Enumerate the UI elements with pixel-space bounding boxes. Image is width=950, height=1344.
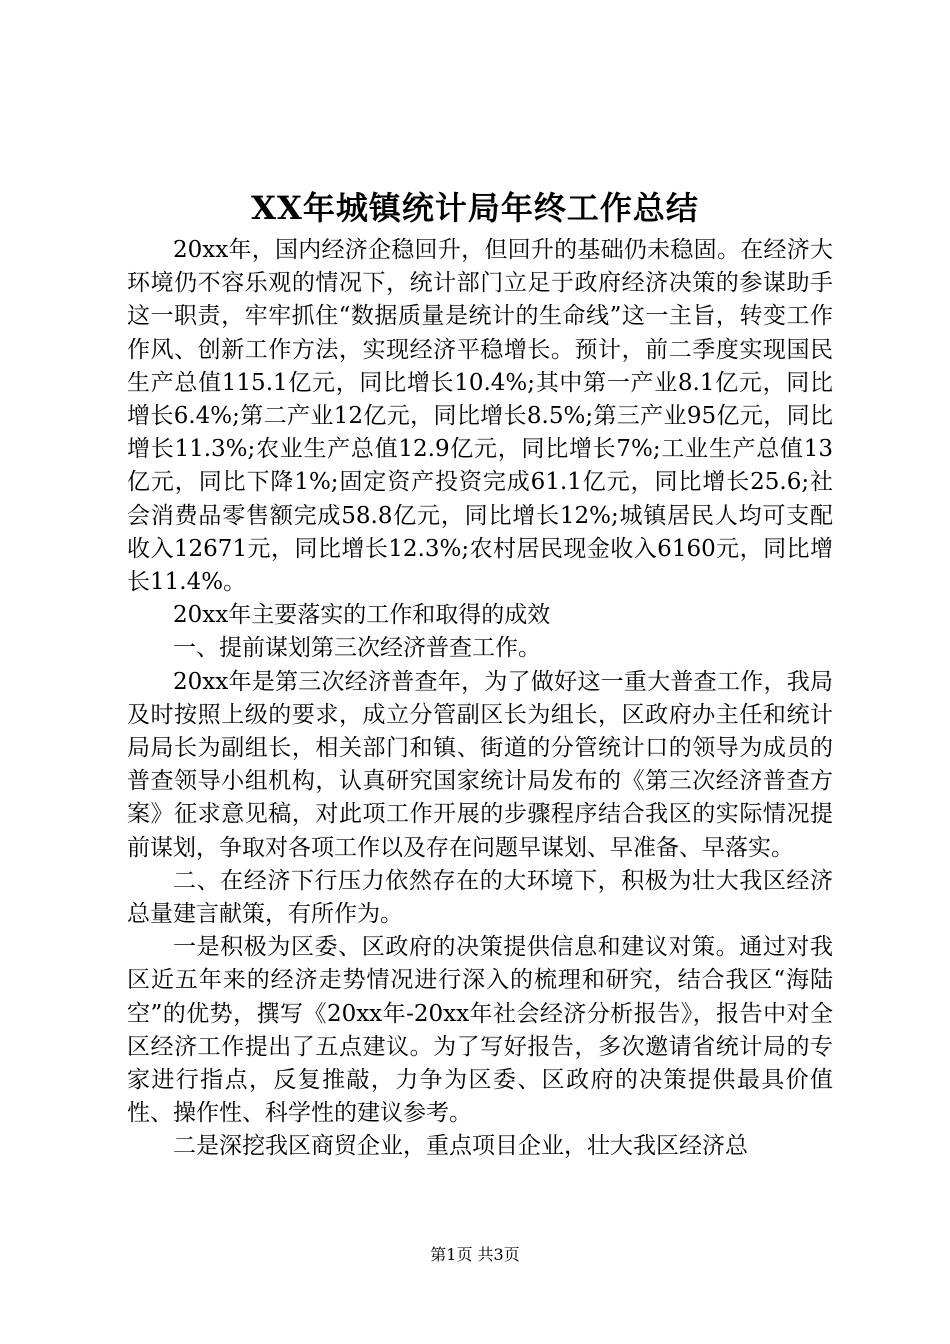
paragraph-item-1-heading: 一、提前谋划第三次经济普查工作。 [173,635,541,662]
page-footer: 第1页 共3页 [430,1245,520,1264]
document-title: XX年城镇统计局年终工作总结 [251,189,699,227]
paragraph-item-2-point-2: 二是深挖我区商贸企业，重点项目企业，壮大我区经济总 [173,1133,748,1160]
document-body [127,234,833,1164]
paragraph-item-2-heading: 二、在经济下行压力依然存在的大环境下，积极为壮大我区经济总量建言献策，有所作为。 [127,867,833,928]
paragraph-section-heading: 20xx年主要落实的工作和取得的成效 [173,602,551,629]
paragraph-item-1-body: 20xx年是第三次经济普查年，为了做好这一重大普查工作，我局及时按照上级的要求，成立分管副区长为组长，区政府办主任和统计局局长为副组长，相关部门和镇、街道的分管统计口的领导为成员的普查领导小组机构，认真研究国家统计局发布的《第三次经济普查方案》征求意见稿，对此项工作开展的步骤程序结合我区的实际情况提前谋划，争取对各项工作以及存在问题早谋划、早准备、早落实。 [127,668,833,861]
paragraph-item-2-point-1: 一是积极为区委、区政府的决策提供信息和建议对策。通过对我区近五年来的经济走势情况进行深入的梳理和研究，结合我区“海陆空”的优势，撰写《20xx年-20xx年社会经济分析报告》，报告中对全区经济工作提出了五点建议。为了写好报告，多次邀请省统计局的专家进行指点，反复推敲，力争为区委、区政府的决策提供最具价值性、操作性、科学性的建议参考。 [127,934,833,1127]
paragraph-summary: 20xx年，国内经济企稳回升，但回升的基础仍未稳固。在经济大环境仍不容乐观的情况下，统计部门立足于政府经济决策的参谋助手这一职责，牢牢抓住“数据质量是统计的生命线”这一主旨，转变工作作风、创新工作方法，实现经济平稳增长。预计，前二季度实现国民生产总值115.1亿元，同比增长10.4%;其中第一产业8.1亿元，同比增长6.4%;第二产业12亿元，同比增长8.5%;第三产业95亿元，同比增长11.3%;农业生产总值12.9亿元，同比增长7%;工业生产总值13亿元，同比下降1%;固定资产投资完成61.1亿元，同比增长25.6;社会消费品零售额完成58.8亿元，同比增长12%;城镇居民人均可支配收入12671元，同比增长12.3%;农村居民现金收入6160元，同比增长11.4%。 [127,237,833,596]
